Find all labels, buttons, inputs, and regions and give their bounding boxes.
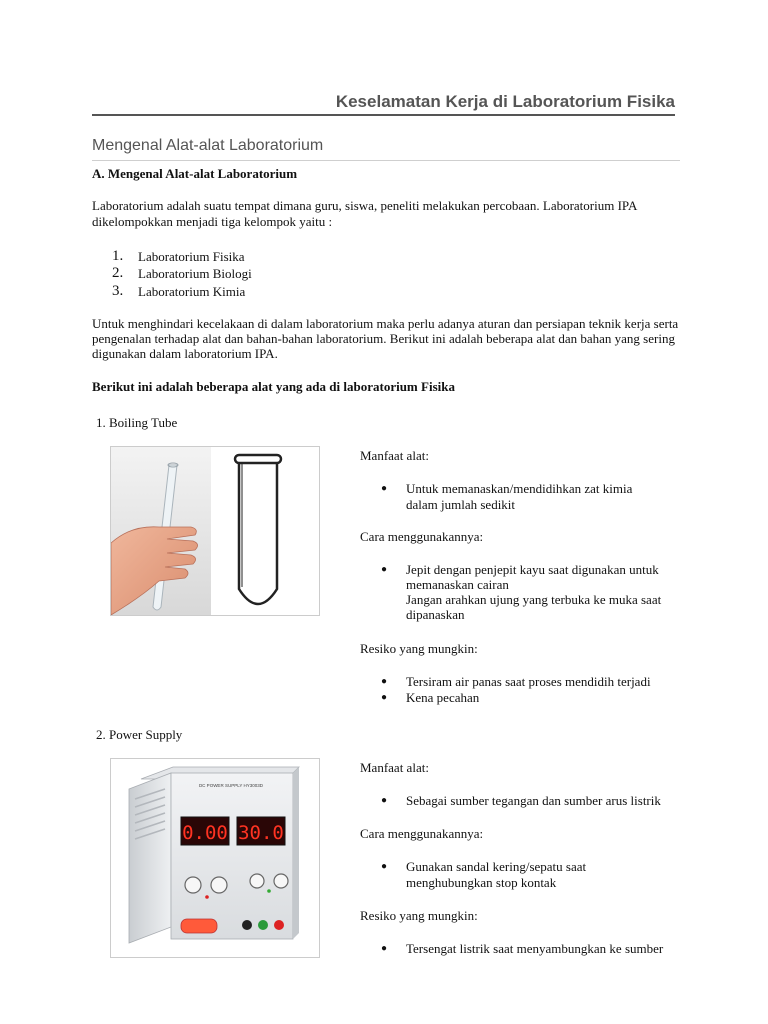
page-title: Keselamatan Kerja di Laboratorium Fisika [335, 92, 675, 111]
section-heading: Mengenal Alat-alat Laboratorium [92, 137, 324, 154]
bullet-icon: ● [381, 564, 388, 575]
tool1-cara-line-3: Jangan arahkan ujung yang terbuka ke muka saat [406, 592, 662, 607]
bullet-icon: ● [381, 795, 388, 806]
paragraph-line-1: Untuk menghindari kecelakaan di dalam laboratorium maka perlu adanya aturan dan persiapan teknik kerja serta [92, 316, 679, 331]
list-item-kimia: Laboratorium Kimia [138, 284, 246, 299]
bullet-icon: ● [381, 692, 388, 703]
tool1-manfaat-label: Manfaat alat: [360, 448, 429, 463]
paragraph-line-2: pengenalan terhadap alat dan bahan-bahan laboratorium. Berikut ini adalah beberapa alat dan bahan yang sering [92, 331, 675, 346]
tool2-resiko-label: Resiko yang mungkin: [360, 908, 478, 923]
boiling-tube-illustration [111, 447, 319, 615]
bullet-icon: ● [381, 676, 388, 687]
tool1-cara-label: Cara menggunakannya: [360, 529, 484, 544]
intro-line-2: dikelompokkan menjadi tiga kelompok yaitu : [92, 214, 333, 229]
sub-heading: A. Mengenal Alat-alat Laboratorium [92, 166, 298, 181]
display-right: 30.0 [238, 822, 284, 844]
section-divider [92, 160, 680, 161]
tool-title-power-supply: 2. Power Supply [96, 727, 183, 742]
intro-line-1: Laboratorium adalah suatu tempat dimana guru, siswa, peneliti melakukan percobaan. Laboratorium IPA [92, 198, 638, 213]
power-supply-image [110, 758, 320, 958]
boiling-tube-image [110, 446, 320, 616]
panel-label: DC POWER SUPPLY HY3003D [198, 783, 264, 788]
tool1-resiko-2: Kena pecahan [406, 690, 480, 705]
tool2-cara-line-2: menghubungkan stop kontak [406, 875, 557, 890]
bullet-icon: ● [381, 483, 388, 494]
list-number: 1. [112, 248, 124, 264]
list-item-fisika: Laboratorium Fisika [138, 249, 245, 264]
bullet-icon: ● [381, 861, 388, 872]
display-left: 0.00 [182, 822, 228, 844]
tool-title-boiling-tube: 1. Boiling Tube [96, 415, 178, 430]
tool1-manfaat-line-1: Untuk memanaskan/mendidihkan zat kimia [406, 481, 633, 496]
tool1-cara-line-1: Jepit dengan penjepit kayu saat digunakan untuk [406, 562, 659, 577]
bullet-icon: ● [381, 943, 388, 954]
list-number: 2. [112, 265, 124, 281]
paragraph-line-3: digunakan dalam laboratorium IPA. [92, 346, 278, 361]
tool1-resiko-1: Tersiram air panas saat proses mendidih terjadi [406, 674, 651, 689]
list-item-biologi: Laboratorium Biologi [138, 266, 252, 281]
tool2-cara-label: Cara menggunakannya: [360, 826, 484, 841]
tool2-cara-line-1: Gunakan sandal kering/sepatu saat [406, 859, 587, 874]
tool2-manfaat-label: Manfaat alat: [360, 760, 429, 775]
tool1-resiko-label: Resiko yang mungkin: [360, 641, 478, 656]
tools-heading: Berikut ini adalah beberapa alat yang ada di laboratorium Fisika [92, 379, 455, 394]
title-divider [92, 114, 675, 116]
tool2-manfaat-1: Sebagai sumber tegangan dan sumber arus listrik [406, 793, 661, 808]
tool2-resiko-1: Tersengat listrik saat menyambungkan ke sumber [406, 941, 664, 956]
tool1-manfaat-line-2: dalam jumlah sedikit [406, 497, 516, 512]
power-supply-illustration [111, 759, 319, 957]
list-number: 3. [112, 283, 124, 299]
tool1-cara-line-2: memanaskan cairan [406, 577, 509, 592]
tool1-cara-line-4: dipanaskan [406, 607, 465, 622]
